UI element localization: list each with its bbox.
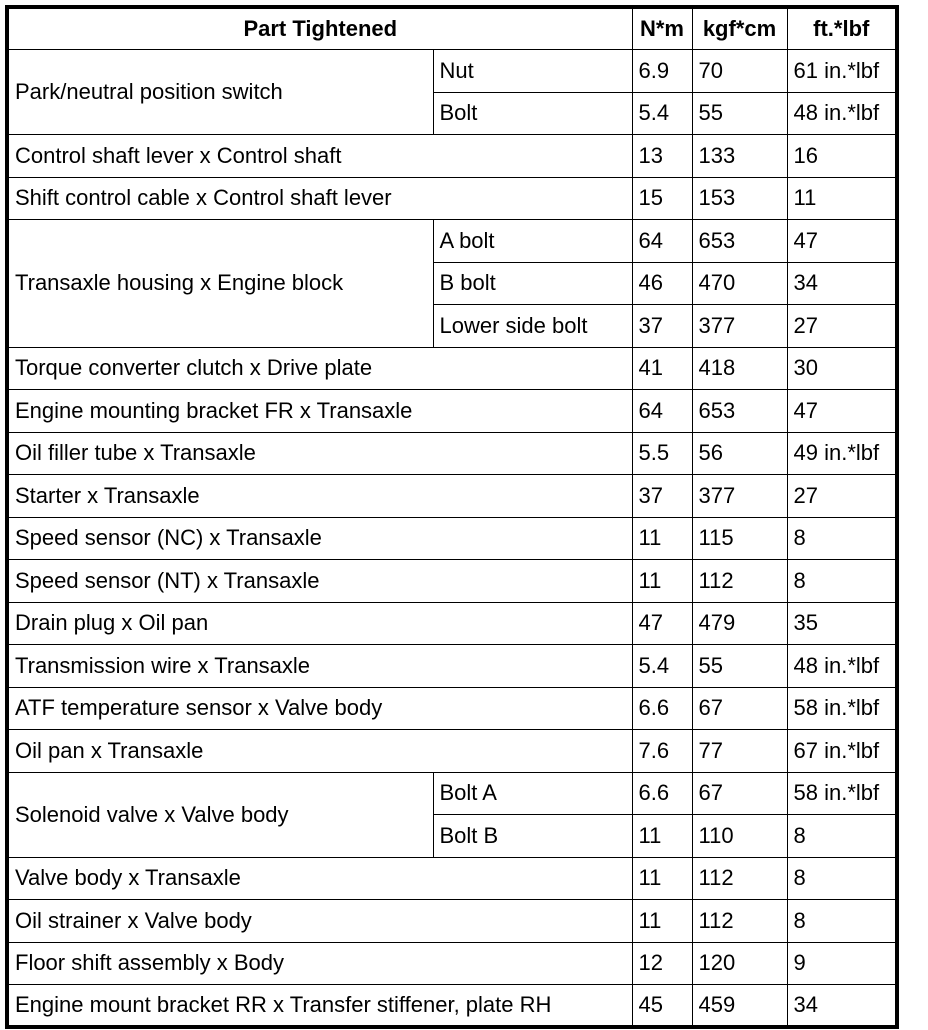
torque-kgfcm-cell: 153 [692, 177, 787, 220]
table-row [7, 645, 897, 688]
torque-nm-cell: 11 [632, 857, 692, 900]
header-part-tightened: Part Tightened [7, 7, 632, 50]
torque-kgfcm-cell: 377 [692, 305, 787, 348]
part-name-cell: Torque converter clutch x Drive plate [7, 347, 632, 390]
fastener-cell: Bolt B [433, 815, 632, 858]
part-name-cell: Shift control cable x Control shaft lever [7, 177, 632, 220]
torque-ftlbf-cell: 16 [787, 135, 897, 178]
torque-ftlbf-cell: 8 [787, 815, 897, 858]
part-name-cell: Starter x Transaxle [7, 475, 632, 518]
header-row [7, 7, 897, 50]
torque-kgfcm-cell: 115 [692, 517, 787, 560]
table-row [7, 177, 897, 220]
torque-kgfcm-cell: 653 [692, 220, 787, 263]
part-name-cell: Speed sensor (NC) x Transaxle [7, 517, 632, 560]
part-name-cell: Transmission wire x Transaxle [7, 645, 632, 688]
torque-nm-cell: 5.4 [632, 645, 692, 688]
torque-kgfcm-cell: 77 [692, 730, 787, 773]
part-name-cell: Oil strainer x Valve body [7, 900, 632, 943]
torque-ftlbf-cell: 58 in.*lbf [787, 772, 897, 815]
part-name-cell: Oil filler tube x Transaxle [7, 432, 632, 475]
part-name-cell: ATF temperature sensor x Valve body [7, 687, 632, 730]
torque-ftlbf-cell: 48 in.*lbf [787, 92, 897, 135]
torque-kgfcm-cell: 470 [692, 262, 787, 305]
torque-kgfcm-cell: 418 [692, 347, 787, 390]
table-row [7, 730, 897, 773]
header-kgfcm: kgf*cm [692, 7, 787, 50]
part-name-cell: Valve body x Transaxle [7, 857, 632, 900]
part-name-cell: Transaxle housing x Engine block [7, 220, 433, 348]
table-row [7, 517, 897, 560]
torque-nm-cell: 41 [632, 347, 692, 390]
part-name-cell: Engine mount bracket RR x Transfer stiffener, plate RH [7, 985, 632, 1028]
table-row [7, 220, 897, 263]
torque-ftlbf-cell: 8 [787, 857, 897, 900]
table-row [7, 772, 897, 815]
torque-kgfcm-cell: 112 [692, 857, 787, 900]
torque-kgfcm-cell: 653 [692, 390, 787, 433]
torque-nm-cell: 45 [632, 985, 692, 1028]
table-row [7, 602, 897, 645]
torque-nm-cell: 15 [632, 177, 692, 220]
torque-nm-cell: 37 [632, 475, 692, 518]
part-name-cell: Drain plug x Oil pan [7, 602, 632, 645]
part-name-cell: Oil pan x Transaxle [7, 730, 632, 773]
table-row [7, 135, 897, 178]
torque-kgfcm-cell: 479 [692, 602, 787, 645]
torque-specification-table [5, 5, 899, 1029]
torque-nm-cell: 64 [632, 390, 692, 433]
fastener-cell: Bolt A [433, 772, 632, 815]
torque-nm-cell: 6.6 [632, 772, 692, 815]
torque-kgfcm-cell: 55 [692, 645, 787, 688]
torque-ftlbf-cell: 27 [787, 305, 897, 348]
torque-ftlbf-cell: 58 in.*lbf [787, 687, 897, 730]
torque-ftlbf-cell: 11 [787, 177, 897, 220]
torque-nm-cell: 11 [632, 517, 692, 560]
table-row [7, 475, 897, 518]
table-row [7, 857, 897, 900]
torque-kgfcm-cell: 112 [692, 560, 787, 603]
torque-kgfcm-cell: 110 [692, 815, 787, 858]
part-name-cell: Control shaft lever x Control shaft [7, 135, 632, 178]
torque-kgfcm-cell: 70 [692, 50, 787, 93]
torque-kgfcm-cell: 112 [692, 900, 787, 943]
part-name-cell: Park/neutral position switch [7, 50, 433, 135]
fastener-cell: B bolt [433, 262, 632, 305]
table-row [7, 50, 897, 93]
torque-ftlbf-cell: 30 [787, 347, 897, 390]
torque-nm-cell: 11 [632, 900, 692, 943]
torque-nm-cell: 5.5 [632, 432, 692, 475]
table-body [7, 50, 897, 1028]
torque-kgfcm-cell: 56 [692, 432, 787, 475]
table-row [7, 942, 897, 985]
torque-nm-cell: 7.6 [632, 730, 692, 773]
table-row [7, 687, 897, 730]
torque-kgfcm-cell: 67 [692, 772, 787, 815]
torque-nm-cell: 11 [632, 560, 692, 603]
part-name-cell: Solenoid valve x Valve body [7, 772, 433, 857]
torque-ftlbf-cell: 61 in.*lbf [787, 50, 897, 93]
fastener-cell: Bolt [433, 92, 632, 135]
torque-nm-cell: 12 [632, 942, 692, 985]
torque-kgfcm-cell: 377 [692, 475, 787, 518]
torque-ftlbf-cell: 9 [787, 942, 897, 985]
table-row [7, 432, 897, 475]
torque-nm-cell: 13 [632, 135, 692, 178]
torque-nm-cell: 6.9 [632, 50, 692, 93]
table-row [7, 900, 897, 943]
torque-ftlbf-cell: 49 in.*lbf [787, 432, 897, 475]
torque-ftlbf-cell: 34 [787, 985, 897, 1028]
header-nm: N*m [632, 7, 692, 50]
torque-kgfcm-cell: 459 [692, 985, 787, 1028]
torque-nm-cell: 11 [632, 815, 692, 858]
fastener-cell: Lower side bolt [433, 305, 632, 348]
torque-ftlbf-cell: 47 [787, 390, 897, 433]
torque-kgfcm-cell: 67 [692, 687, 787, 730]
torque-kgfcm-cell: 55 [692, 92, 787, 135]
torque-ftlbf-cell: 48 in.*lbf [787, 645, 897, 688]
part-name-cell: Floor shift assembly x Body [7, 942, 632, 985]
torque-ftlbf-cell: 27 [787, 475, 897, 518]
torque-kgfcm-cell: 133 [692, 135, 787, 178]
table-row [7, 347, 897, 390]
torque-ftlbf-cell: 47 [787, 220, 897, 263]
fastener-cell: A bolt [433, 220, 632, 263]
torque-kgfcm-cell: 120 [692, 942, 787, 985]
torque-ftlbf-cell: 34 [787, 262, 897, 305]
torque-ftlbf-cell: 8 [787, 560, 897, 603]
torque-nm-cell: 6.6 [632, 687, 692, 730]
torque-ftlbf-cell: 8 [787, 900, 897, 943]
part-name-cell: Speed sensor (NT) x Transaxle [7, 560, 632, 603]
torque-nm-cell: 64 [632, 220, 692, 263]
torque-ftlbf-cell: 67 in.*lbf [787, 730, 897, 773]
table-row [7, 390, 897, 433]
header-ftlbf: ft.*lbf [787, 7, 897, 50]
torque-nm-cell: 46 [632, 262, 692, 305]
torque-ftlbf-cell: 8 [787, 517, 897, 560]
torque-nm-cell: 47 [632, 602, 692, 645]
fastener-cell: Nut [433, 50, 632, 93]
part-name-cell: Engine mounting bracket FR x Transaxle [7, 390, 632, 433]
torque-nm-cell: 37 [632, 305, 692, 348]
table-row [7, 985, 897, 1028]
torque-nm-cell: 5.4 [632, 92, 692, 135]
table-row [7, 560, 897, 603]
torque-ftlbf-cell: 35 [787, 602, 897, 645]
